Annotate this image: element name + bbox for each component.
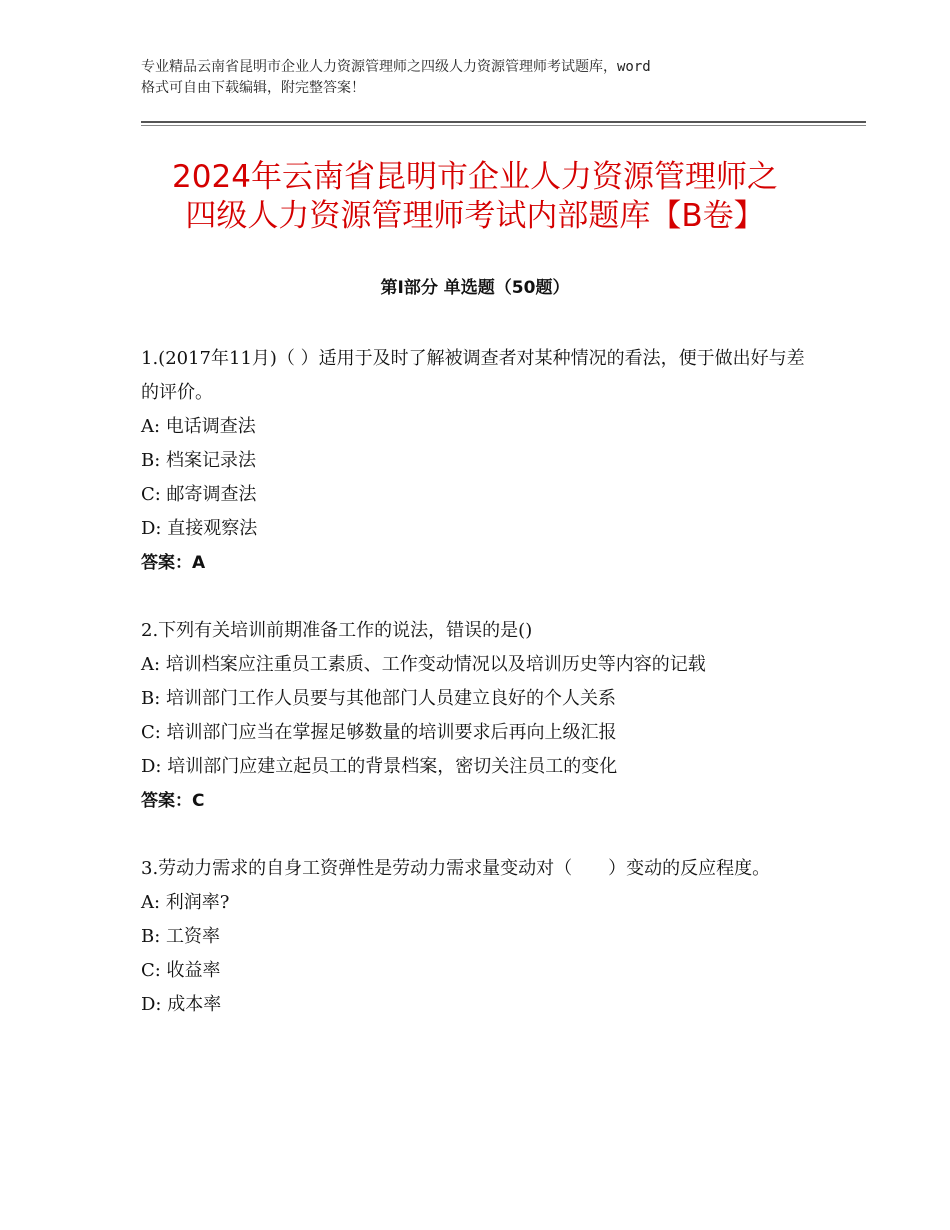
question-stem: 3.劳动力需求的自身工资弹性是劳动力需求量变动对（ ）变动的反应程度。	[141, 858, 771, 879]
answer-option: C: 收益率	[141, 960, 221, 981]
answer-option: C: 培训部门应当在掌握足够数量的培训要求后再向上级汇报	[141, 722, 617, 743]
answer-option: B: 档案记录法	[141, 450, 257, 471]
header-note-line: 专业精品云南省昆明市企业人力资源管理师之四级人力资源管理师考试题库，word	[141, 59, 651, 75]
question-item	[141, 852, 811, 1022]
correct-answer: 答案：A	[141, 553, 206, 573]
document-title-line: 四级人力资源管理师考试内部题库【B卷】	[185, 198, 765, 234]
header-divider	[141, 121, 866, 123]
answer-option: A: 培训档案应注重员工素质、工作变动情况以及培训历史等内容的记载	[141, 654, 706, 675]
document-title	[120, 158, 830, 236]
question-stem: 1.(2017年11月)（ ）适用于及时了解被调查者对某种情况的看法，便于做出好与差的评价。	[141, 348, 805, 403]
header-note	[141, 57, 841, 99]
answer-option: B: 工资率	[141, 926, 221, 947]
answer-option: B: 培训部门工作人员要与其他部门人员建立良好的个人关系	[141, 688, 617, 709]
question-item	[141, 614, 811, 818]
answer-option: D: 成本率	[141, 994, 222, 1015]
question-stem: 2.下列有关培训前期准备工作的说法，错误的是()	[141, 620, 533, 641]
answer-option: A: 电话调查法	[141, 416, 256, 437]
answer-option: C: 邮寄调查法	[141, 484, 257, 505]
answer-option: A: 利润率?	[141, 892, 230, 913]
answer-option: D: 培训部门应建立起员工的背景档案，密切关注员工的变化	[141, 756, 618, 777]
answer-option: D: 直接观察法	[141, 518, 258, 539]
question-item	[141, 342, 811, 580]
header-note-line: 格式可自由下载编辑，附完整答案！	[141, 80, 365, 96]
correct-answer: 答案：C	[141, 791, 205, 811]
section-heading: 第Ⅰ部分 单选题（50题）	[380, 278, 570, 298]
document-title-line: 2024年云南省昆明市企业人力资源管理师之	[172, 159, 778, 195]
question-list	[141, 342, 811, 1022]
header-divider-thin	[141, 125, 866, 126]
